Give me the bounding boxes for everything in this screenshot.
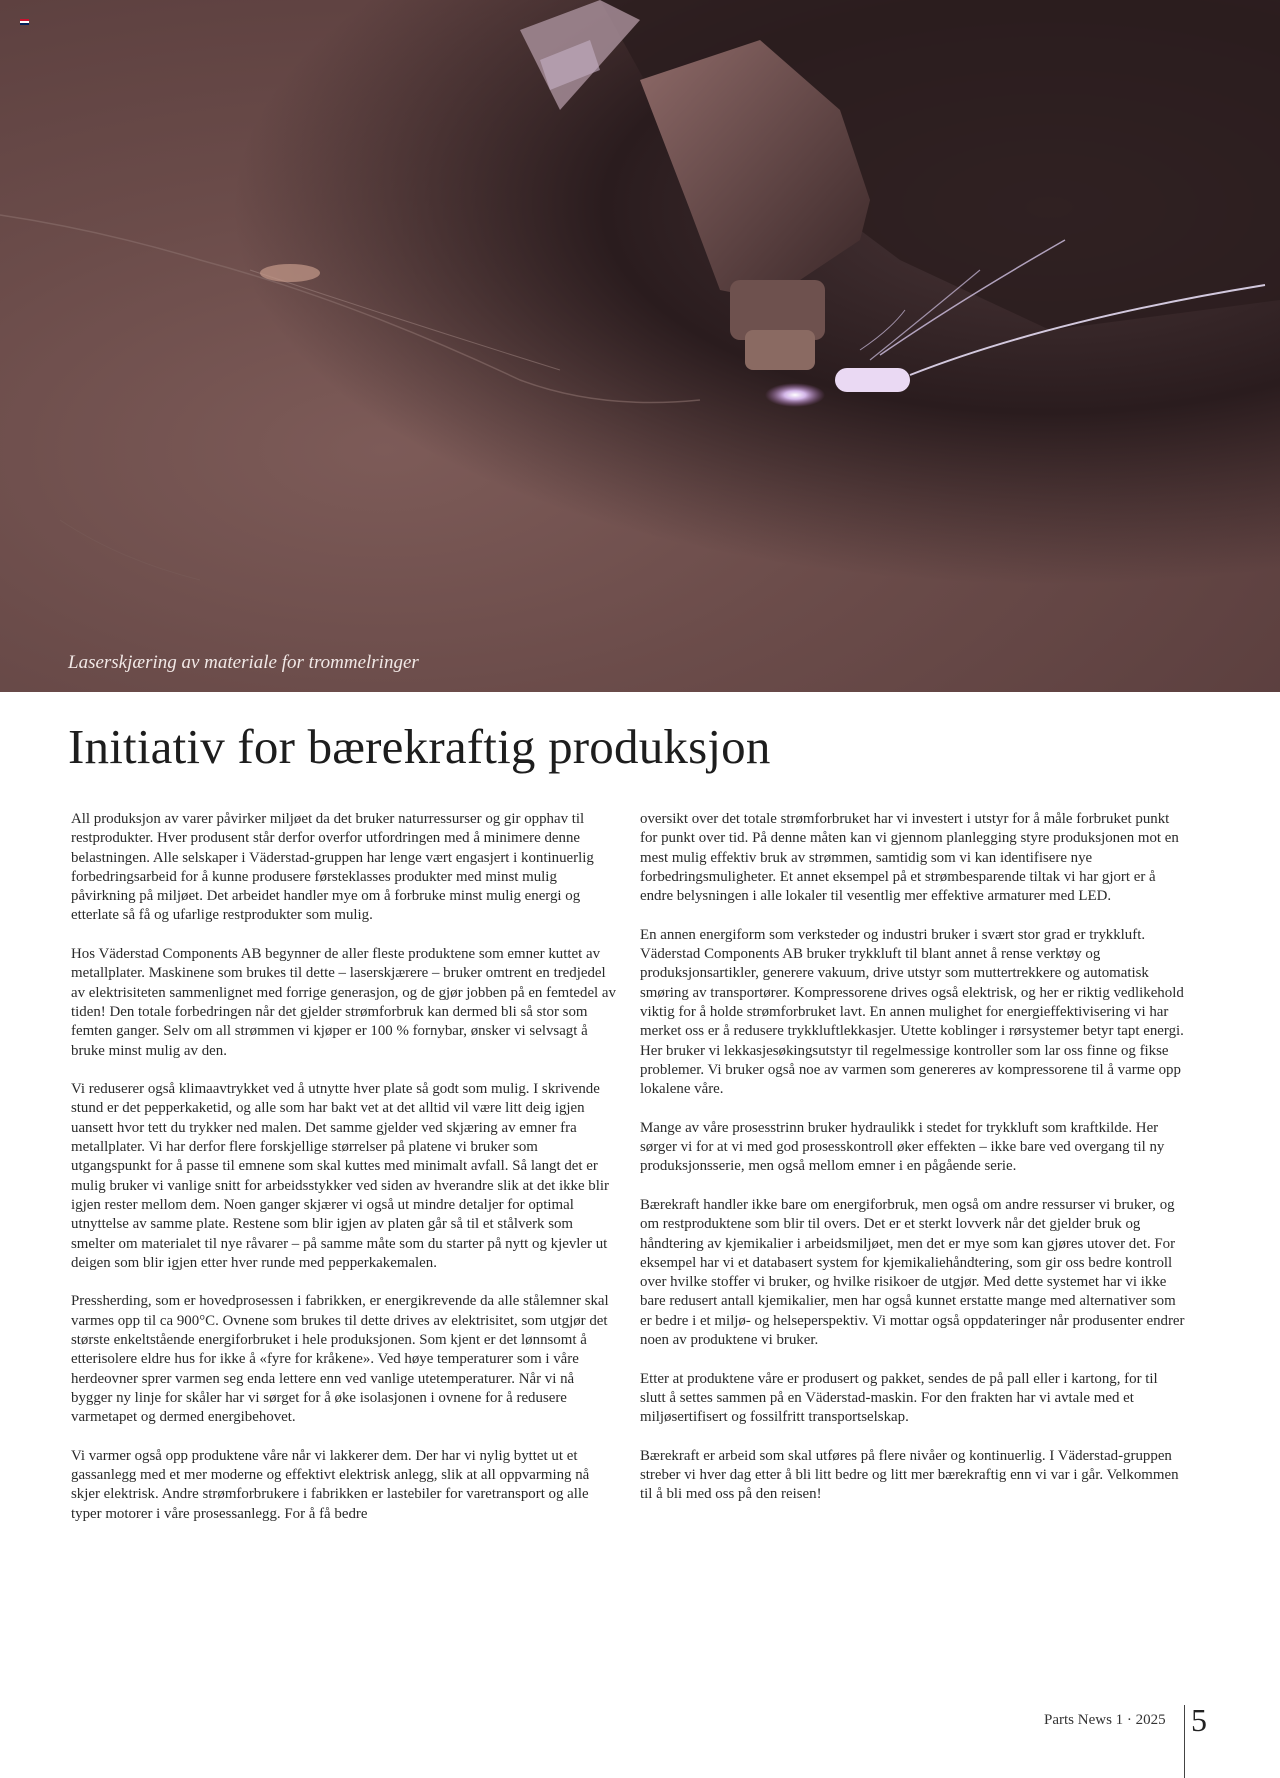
paragraph: Vi reduserer også klimaavtrykket ved å utnytte hver plate så godt som mulig. I skrivende stund er det pepperkaketid, og alle som har bakt vet at det alltid vil være litt deig igjen uansett hvor tett du trykker ned malen. Det samme gjelder ved skjæring av emner fra metallplater. Vi har derfor flere forskjellige størrelser på platene vi bruker som utgangspunkt for å passe til emnene som skal kuttes med minimalt avfall. Så langt det er mulig bruker vi vanlige snitt for arbeidsstykker ved siden av hverandre slik at det ikke blir igjen rester mellom dem. Noen ganger skjærer vi også ut mindre detaljer for optimal utnyttelse av samme plate. Restene som blir igjen av platen går så til et stålverk som smelter om materialet til nye råvarer – på samme måte som du starter på nytt og kjevler ut deigen som blir igjen etter hver runde med pepperkakemalen. <box>71 1081 609 1271</box>
paragraph: Etter at produktene våre er produsert og pakket, sendes de på pall eller i kartong, for til slutt å settes sammen på en Väderstad-maskin. For den frakten har vi avtale med et miljøsertifisert og fossilfritt transportselskap. <box>640 1370 1158 1426</box>
paragraph: oversikt over det totale strømforbruket har vi investert i utstyr for å måle forbruket punkt for punkt over tid. På denne måten kan vi gjennom planlegging styre produksjonen mot en mest mulig effektiv bruk av strømmen, samtidig som vi kan identifisere nye forbedringsmuligheter. Et annet eksempel på et strømbesparende tiltak vi har gjort er å endre belysningen i alle lokaler til vesentlig mer effektive armaturer med LED. <box>640 811 1179 905</box>
flag-icon <box>20 19 29 26</box>
paragraph: All produksjon av varer påvirker miljøet da det bruker naturressurser og gir opphav til restprodukter. Hver produsent står derfor overfor utfordringen med å minimere denne belastningen. Alle selskaper i Väderstad-gruppen har lenge vært engasjert i kontinuerlig forbedringsarbeid for å kunne produsere førsteklasses produkter med minst mulig påvirkning på miljøet. Det arbeidet handler mye om å forbruke minst mulig energi og etterlate så få og ufarlige restprodukter som mulig. <box>71 811 594 924</box>
paragraph: Pressherding, som er hovedprosessen i fabrikken, er energikrevende da alle stålemner skal varmes opp til ca 900°C. Ovnene som brukes til dette drives av elektrisitet, som utgjør det største enkeltstående energiforbruket i hele produksjonen. Som kjent er det lønnsomt å etterisolere eldre hus for ikke å «fyre for kråkene». Ved høye temperaturer som i våre herdeovner sprer varmen seg enda lettere enn ved vanlige utetemperaturer. Når vi nå bygger ny linje for skåler har vi sørget for å øke isolasjonen i ovnene for å redusere varmetapet og dermed energibehovet. <box>71 1293 609 1426</box>
article-column-right <box>640 810 1185 1524</box>
paragraph: Mange av våre prosesstrinn bruker hydraulikk i stedet for trykkluft som kraftkilde. Her sørger vi for at vi med god prosesskontroll øker effekten – ikke bare ved overgang til ny produksjonsserie, men også mellom emner i en pågående serie. <box>640 1119 1165 1175</box>
footer-divider <box>1184 1705 1185 1778</box>
paragraph: Bærekraft handler ikke bare om energiforbruk, men også om andre ressurser vi bruker, og om restproduktene som blir til overs. Det er et sterkt lovverk når det gjelder bruk og håndtering av kjemikalier i arbeidsmiljøet, men det er mye som kan gjøres utover det. For eksempel har vi et databasert system for kjemikaliehåndtering, som gir oss bedre kontroll over hvilke stoffer vi bruker, og hvilke risikoer de utgjør. Med dette systemet har vi ikke bare redusert antall kjemikalier, men har også kunnet erstatte mange med alternativer som er bedre i et miljø- og helseperspektiv. Vi mottar også oppdateringer når produsenter endrer noen av produktene vi bruker. <box>640 1196 1185 1349</box>
paragraph: Bærekraft er arbeid som skal utføres på flere nivåer og kontinuerlig. I Väderstad-gruppen streber vi hver dag etter å bli litt bedre og litt mer bærekraftig enn vi var i går. Velkommen til å bli med oss på den reisen! <box>640 1447 1179 1503</box>
hero-image <box>0 0 1280 692</box>
image-caption: Laserskjæring av materiale for trommelringer <box>68 652 419 673</box>
publication-name: Parts News 1 · 2025 <box>1044 1712 1166 1728</box>
paragraph: Hos Väderstad Components AB begynner de aller fleste produktene som emner kuttet av metallplater. Maskinene som brukes til dette – laserskjærere – bruker omtrent en tredjedel av elektrisiteten sammenlignet med forrige generasjon, og de gjør jobben på en femtedel av tiden! Den totale forbedringen når det gjelder strømforbruk kan dermed bli så stor som femten ganger. Selv om all strømmen vi kjøper er 100 % fornybar, ønsker vi selvsagt å bruke minst mulig av den. <box>71 946 616 1059</box>
page-number: 5 <box>1191 1702 1207 1738</box>
article-column-left <box>71 810 616 1543</box>
paragraph: En annen energiform som verksteder og industri bruker i svært stor grad er trykkluft. Väderstad Components AB bruker trykkluft til blant annet å rense verktøy og produksjonsartikler, generere vakuum, drive utstyr som muttertrekkere og automatisk smøring av transportører. Kompressorene drives også elektrisk, og her er riktig vedlikehold viktig for å holde strømforbruket lavt. En annen mulighet for energieffektivisering vi har merket oss er å redusere trykkluftlekkasjer. Utette koblinger i rørsystemer betyr tapt energi. Her bruker vi lekkasjesøkingsutstyr til regelmessige kontroller som lar oss finne og fikse problemer. Vi bruker også noe av varmen som genereres av kompressorene til å varme opp lokalene våre. <box>640 926 1184 1098</box>
article-title: Initiativ for bærekraftig produksjon <box>68 719 771 774</box>
laser-cutting-illustration <box>0 0 1280 692</box>
paragraph: Vi varmer også opp produktene våre når vi lakkerer dem. Der har vi nylig byttet ut et gassanlegg med et mer moderne og effektivt elektrisk anlegg, slik at all oppvarming nå skjer elektrisk. Andre strømforbrukere i fabrikken er lastebiler for varetransport og alle typer motorer i våre prosessanlegg. For å få bedre <box>71 1447 590 1522</box>
